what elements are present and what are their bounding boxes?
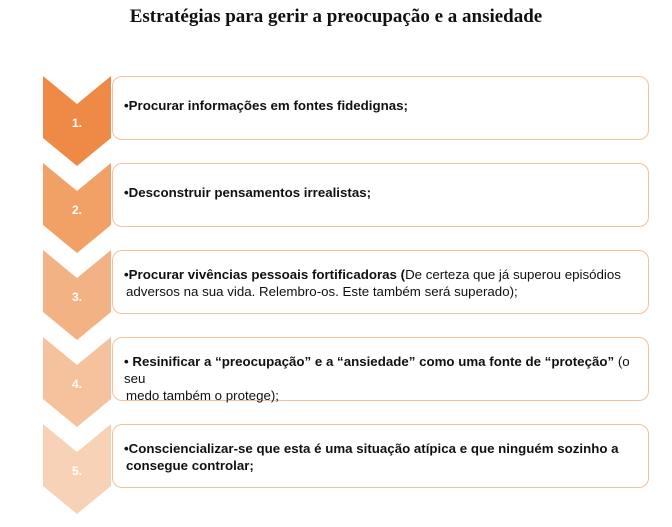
step-number: 1. bbox=[71, 116, 82, 130]
step-1 bbox=[0, 76, 672, 166]
step-text bbox=[124, 440, 644, 474]
step-4 bbox=[0, 337, 672, 427]
step-text bbox=[124, 184, 644, 201]
step-text bbox=[124, 353, 644, 404]
step-text-continuation: adversos na sua vida. Relembro-os. Este também será superado); bbox=[126, 284, 518, 299]
diagram-title: Estratégias para gerir a preocupação e a ansiedade bbox=[129, 6, 543, 27]
step-text-bold: •Procurar informações em fontes fidedignas; bbox=[124, 98, 408, 113]
step-text-bold: •Procurar vivências pessoais fortificadoras ( bbox=[124, 267, 406, 282]
step-number: 5. bbox=[71, 464, 82, 478]
step-text bbox=[124, 266, 644, 300]
step-number: 3. bbox=[71, 290, 82, 304]
step-text-normal: (o seu bbox=[124, 354, 630, 386]
step-text-normal: De certeza que já superou episódios bbox=[405, 267, 621, 282]
step-text-continuation: medo também o protege); bbox=[126, 388, 279, 403]
step-text bbox=[124, 97, 644, 114]
step-2 bbox=[0, 163, 672, 253]
step-text-continuation: consegue controlar; bbox=[126, 458, 254, 473]
step-number: 4. bbox=[71, 377, 82, 391]
step-text-bold: •Desconstruir pensamentos irrealistas; bbox=[124, 185, 372, 200]
step-number: 2. bbox=[71, 203, 82, 217]
step-text-bold: •Consciencializar-se que esta é uma situação atípica e que ninguém sozinho a bbox=[124, 441, 619, 456]
step-3 bbox=[0, 250, 672, 340]
step-text-bold: • Resinificar a “preocupação” e a “ansiedade” como uma fonte de “proteção” bbox=[124, 354, 615, 369]
step-5 bbox=[0, 424, 672, 514]
